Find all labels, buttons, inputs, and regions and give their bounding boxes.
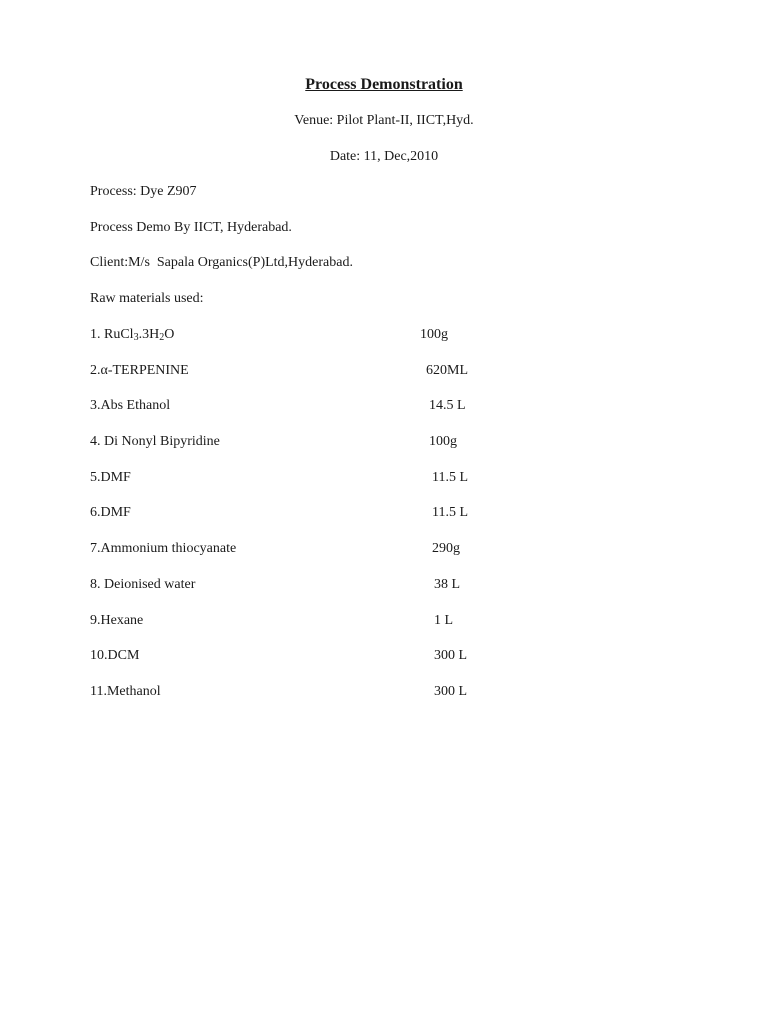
material-name: 9.Hexane <box>90 612 144 628</box>
material-item <box>90 398 510 434</box>
venue-line: Venue: Pilot Plant-II, IICT,Hyd. <box>294 113 474 128</box>
material-quantity: 11.5 L <box>432 469 469 485</box>
material-quantity: 100g <box>429 434 457 450</box>
material-quantity: 38 L <box>434 576 461 592</box>
material-quantity: 100g <box>420 327 448 342</box>
material-item <box>90 577 510 613</box>
material-item <box>90 541 510 577</box>
material-quantity: 1 L <box>434 612 454 628</box>
material-item <box>90 327 510 363</box>
material-name: 7.Ammonium thiocyanate <box>90 541 237 557</box>
material-item <box>90 470 510 506</box>
material-item <box>90 434 510 470</box>
raw-materials-heading: Raw materials used: <box>90 291 204 306</box>
material-quantity: 620ML <box>426 362 468 378</box>
material-quantity: 11.5 L <box>432 505 469 521</box>
material-name: 2.α-TERPENINE <box>90 362 189 378</box>
raw-materials-list <box>90 327 510 720</box>
material-item <box>90 648 510 684</box>
material-name: 3.Abs Ethanol <box>90 398 171 414</box>
material-quantity: 290g <box>432 541 460 557</box>
demo-by-line: Process Demo By IICT, Hyderabad. <box>90 220 292 235</box>
material-name: 8. Deionised water <box>90 576 196 592</box>
material-name: 1. $RuCl_3.3H_2O$ <box>90 327 175 343</box>
material-quantity: 300 L <box>434 683 468 699</box>
client-line: Client:M/s Sapala Organics(P)Ltd,Hyderabad. <box>90 255 353 270</box>
material-name: 10.DCM <box>90 648 140 664</box>
material-item <box>90 613 510 649</box>
material-name: 6.DMF <box>90 505 131 521</box>
material-item <box>90 684 510 720</box>
material-name: 11.Methanol <box>90 683 161 699</box>
material-item <box>90 505 510 541</box>
material-name: 4. Di Nonyl Bipyridine <box>90 434 220 450</box>
material-name: 5.DMF <box>90 469 131 485</box>
process-line: Process: Dye Z907 <box>90 184 197 199</box>
date-line: Date: 11, Dec,2010 <box>329 149 439 164</box>
material-item <box>90 363 510 399</box>
material-quantity: 300 L <box>434 648 468 664</box>
document-title: Process Demonstration <box>305 76 463 93</box>
material-quantity: 14.5 L <box>429 398 466 414</box>
